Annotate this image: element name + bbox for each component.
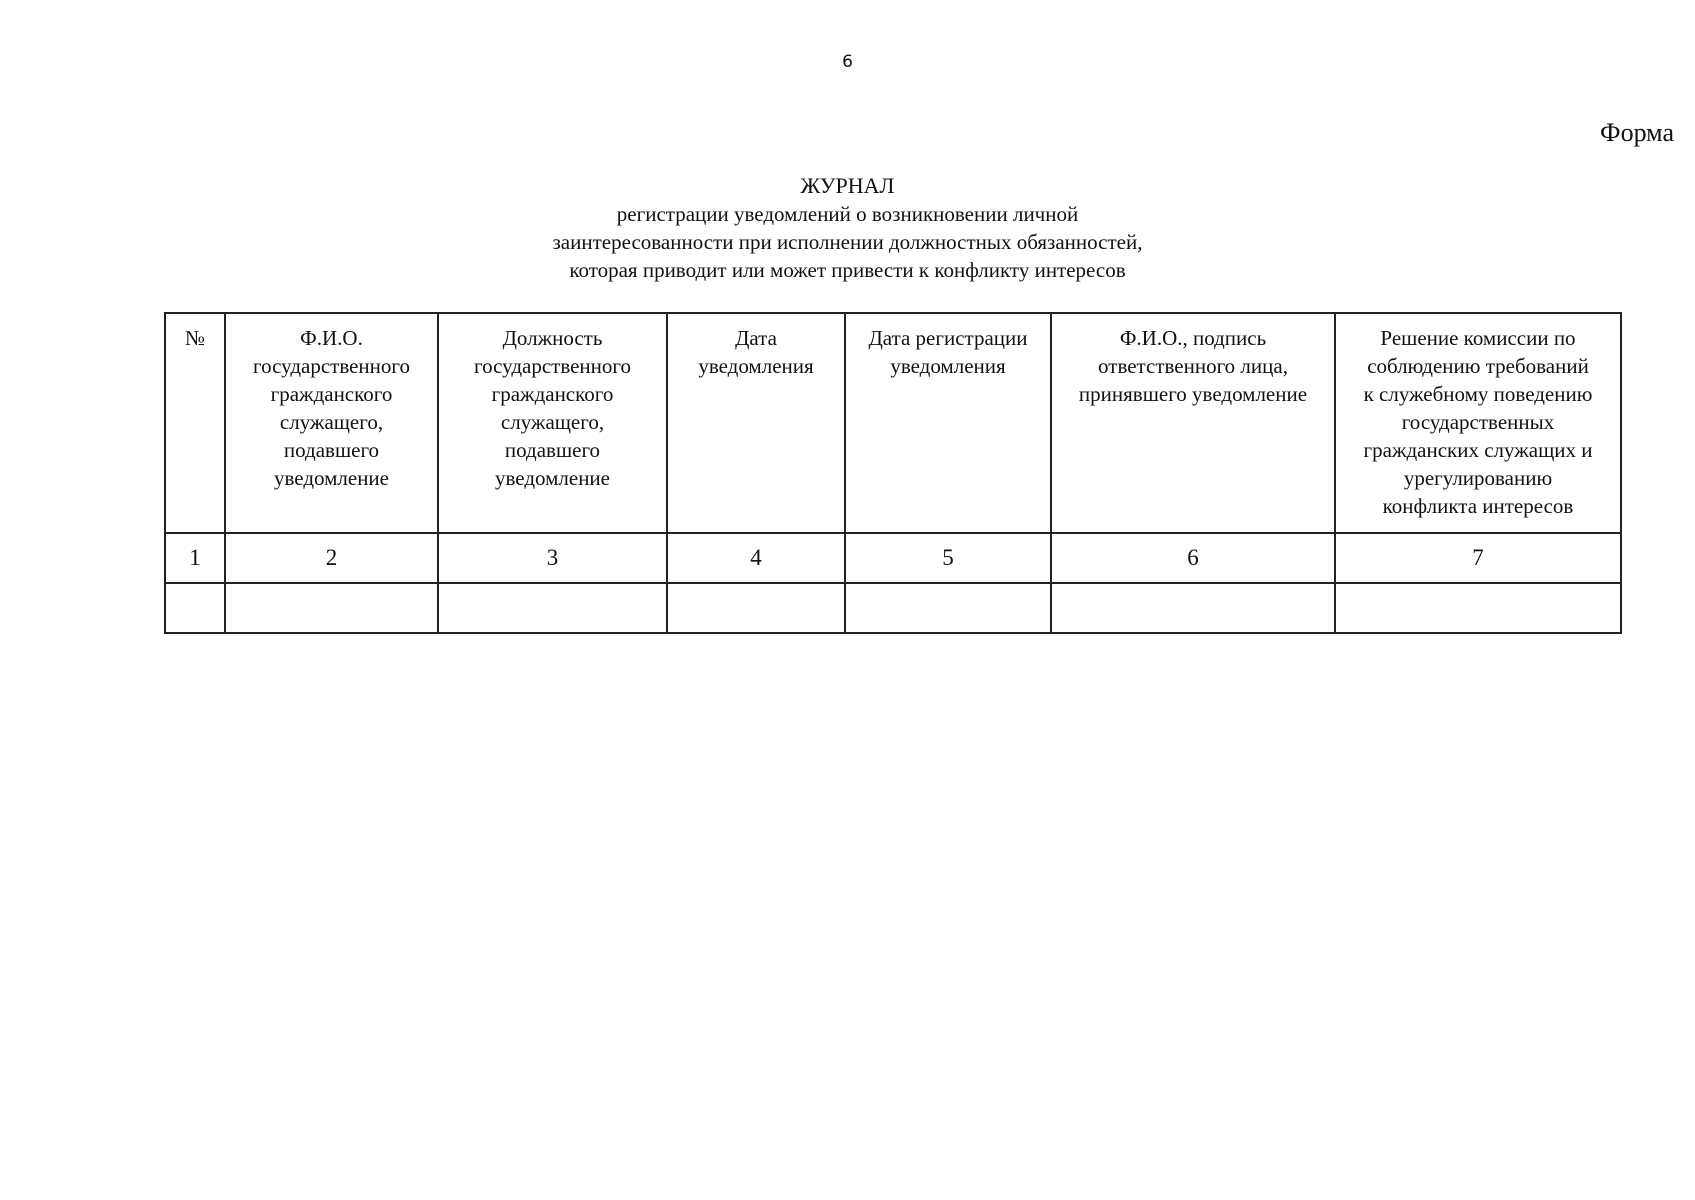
- empty-cell: [845, 583, 1051, 633]
- empty-cell: [438, 583, 667, 633]
- column-number-cell: 2: [225, 533, 438, 583]
- header-cell-responsible-person: Ф.И.О., подпись ответственного лица, принявшего уведомление: [1051, 313, 1335, 533]
- page-number: 6: [842, 52, 853, 72]
- column-number-row: [165, 533, 1621, 583]
- column-number-cell: 4: [667, 533, 845, 583]
- empty-cell: [225, 583, 438, 633]
- journal-table: [164, 312, 1622, 634]
- title-heading: ЖУРНАЛ: [800, 173, 895, 198]
- empty-cell: [667, 583, 845, 633]
- title-line-1: регистрации уведомлений о возникновении личной: [616, 202, 1079, 226]
- table-header-row: [165, 313, 1621, 533]
- title-line-2: заинтересованности при исполнении должностных обязанностей,: [552, 230, 1143, 254]
- title-line-3: которая приводит или может привести к конфликту интересов: [569, 258, 1126, 282]
- column-number-cell: 5: [845, 533, 1051, 583]
- header-cell-registration-date: Дата регистрации уведомления: [845, 313, 1051, 533]
- column-number-cell: 7: [1335, 533, 1621, 583]
- header-cell-commission-decision: Решение комиссии по соблюдению требований к служебному поведению государственных гражданских служащих и урегулированию конфликта интересов: [1335, 313, 1621, 533]
- column-number-cell: 3: [438, 533, 667, 583]
- document-title: [0, 172, 1695, 284]
- header-cell-number: №: [165, 313, 225, 533]
- header-cell-position: Должность государственного гражданского служащего, подавшего уведомление: [438, 313, 667, 533]
- empty-cell: [1051, 583, 1335, 633]
- empty-cell: [165, 583, 225, 633]
- header-cell-notification-date: Дата уведомления: [667, 313, 845, 533]
- empty-cell: [1335, 583, 1621, 633]
- form-label: Форма: [1600, 118, 1674, 147]
- header-cell-fio: Ф.И.О. государственного гражданского служащего, подавшего уведомление: [225, 313, 438, 533]
- column-number-cell: 6: [1051, 533, 1335, 583]
- column-number-cell: 1: [165, 533, 225, 583]
- empty-entry-row: [165, 583, 1621, 633]
